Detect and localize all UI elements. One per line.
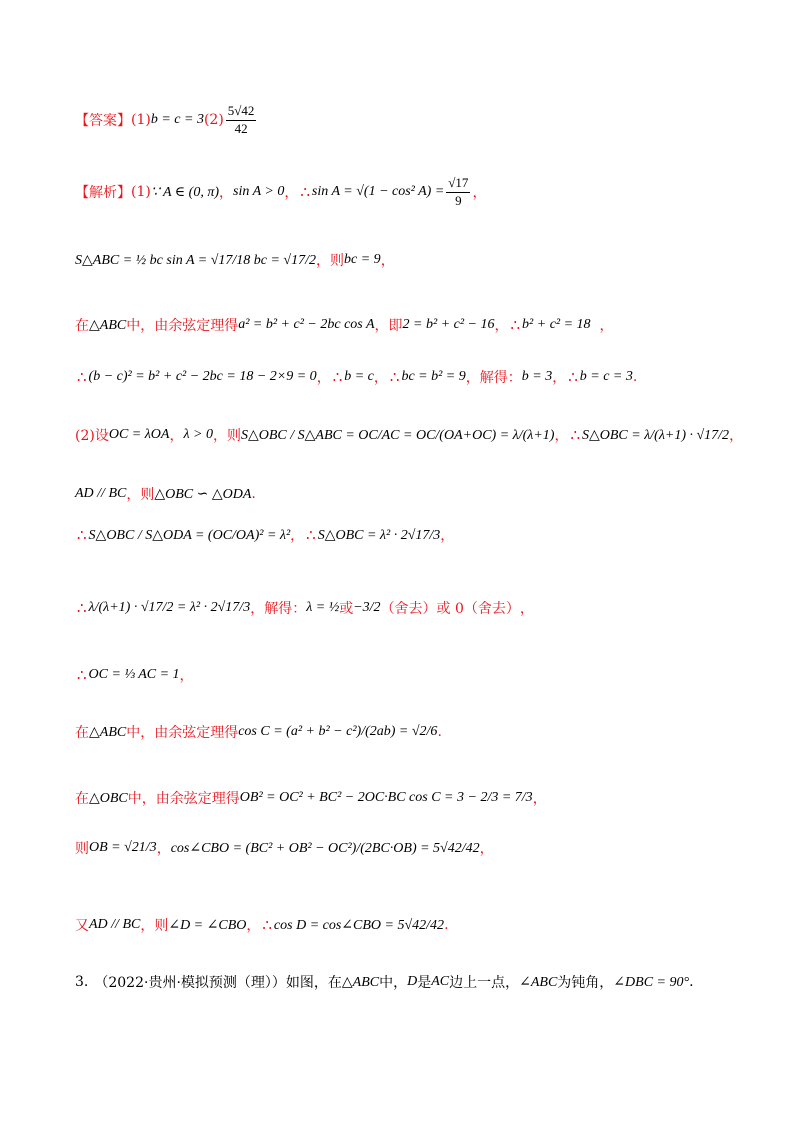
- then-text-1: 则: [330, 253, 345, 269]
- analysis-line-8: ∴ λ/(λ+1) · √17/2 = λ² · 2√17/3 ， 解得： λ = ½ 或 −3/2 （舍去）或 0（舍去） ，: [77, 599, 534, 617]
- b-equals-3: b = 3: [521, 369, 553, 384]
- lambda-half: λ = ½: [306, 600, 340, 615]
- lambda-positive: λ > 0: [183, 427, 213, 442]
- analysis-line-10: 在 △ABC 中，由余弦定理得 cos C = (a² + b² − c²)/(2ab) = √2/6 .: [75, 724, 442, 741]
- cosine-law-text-3: 中，由余弦定理得: [127, 791, 240, 807]
- ad-parallel-bc-2: AD // BC: [89, 917, 141, 932]
- sin-a-positive: sin A > 0: [233, 184, 285, 199]
- question-3-source: （2022·贵州·模拟预测（理））如图，在: [94, 975, 342, 991]
- solve-text-2: 解得：: [264, 601, 307, 617]
- lambda-equation: λ/(λ+1) · √17/2 = λ² · 2√17/3: [88, 600, 251, 615]
- ad-parallel-bc: AD // BC: [75, 486, 127, 501]
- analysis-line-13: 又 AD // BC ， 则 ∠D = ∠CBO ， ∴ cos D = cos∠CBO = 5√42/42 .: [75, 916, 449, 934]
- then-text-2: 则: [226, 428, 241, 444]
- analysis-line-1: 【解析】 (1) ∵ A ∈ (0, π) ， sin A > 0 ， ∴ sin A = √(1 − cos² A) = $\frac{√17}{9}$ ，: [75, 174, 487, 208]
- you-text: 又: [75, 918, 89, 934]
- or-text-1: 或: [339, 601, 354, 617]
- ji-text: 即: [388, 318, 403, 334]
- in-text-3: 在: [75, 791, 89, 807]
- analysis-line-6: AD // BC ， 则 △OBC ∽ △ODA .: [75, 486, 256, 503]
- cos-d-formula: cos D = cos∠CBO = 5√42/42: [273, 917, 445, 933]
- b2-c2-18: b² + c² = 18: [522, 317, 591, 332]
- similar-triangles: △OBC ∽ △ODA: [154, 486, 252, 502]
- question-3-text-4: 为钝角，: [557, 975, 614, 991]
- triangle-abc-2: △ABC: [89, 724, 127, 740]
- sin-a-frac-num: √17: [446, 176, 470, 193]
- angle-d-cbo: ∠D = ∠CBO: [168, 917, 247, 933]
- cosine-law-text-1: 中，由余弦定理得: [126, 318, 239, 334]
- oc-lambda-oa: OC = λOA: [108, 427, 170, 442]
- solve-text-1: 解得：: [479, 370, 522, 386]
- question-3-text-2: 是: [417, 975, 432, 991]
- cos-c-formula: cos C = (a² + b² − c²)/(2ab) = √2/6: [238, 724, 438, 739]
- cond-a-range: ∵ A ∈ (0, π): [150, 184, 219, 200]
- analysis-label: 【解析】: [75, 185, 131, 201]
- question-3-angle-dbc: ∠DBC = 90°: [613, 974, 690, 990]
- area-ratio-formula: S△OBC / S△ABC = OC/AC = OC/(OA+OC) = λ/(λ+1): [240, 427, 555, 443]
- triangle-abc-1: △ABC: [89, 317, 127, 333]
- ob-square-formula: OB² = OC² + BC² − 2OC·BC cos C = 3 − 2/3 = 7/3: [239, 790, 533, 805]
- analysis-line-9: ∴ OC = ⅓ AC = 1 ，: [77, 666, 194, 684]
- analysis-line-12: 则 OB = √21/3 ， cos∠CBO = (BC² + OB² − OC²)/(2BC·OB) = 5√42/42 ，: [75, 840, 494, 857]
- bc-b2-9: bc = b² = 9: [401, 369, 466, 384]
- cosine-law-text-2: 中，由余弦定理得: [126, 725, 239, 741]
- question-3-point-d: D: [407, 974, 418, 989]
- question-3-text-3: 边上一点，: [449, 975, 520, 991]
- analysis-line-2: S△ABC = ½ bc sin A = √17/18 bc = √17/2 ， 则 bc = 9 ，: [75, 252, 395, 269]
- eq-16: 2 = b² + c² − 16: [402, 317, 495, 332]
- b-equals-c: b = c: [344, 369, 374, 384]
- analysis-line-7: ∴ S△OBC / S△ODA = (OC/OA)² = λ² ， ∴ S△OBC = λ² · 2√17/3 ，: [77, 526, 455, 544]
- b-minus-c-square: (b − c)² = b² + c² − 2bc = 18 − 2×9 = 0: [88, 369, 317, 384]
- question-3-angle-abc: ∠ABC: [519, 974, 558, 990]
- then-text-4: 则: [75, 841, 89, 857]
- answer-part2-fraction: [226, 104, 257, 137]
- bc-value: bc = 9: [344, 252, 381, 267]
- lambda-neg: −3/2: [353, 600, 381, 615]
- b-c-3-final: b = c = 3: [579, 369, 633, 384]
- answer-part2-prefix: (2): [203, 112, 224, 128]
- part2-prefix: (2)设: [75, 428, 109, 444]
- triangle-obc: △OBC: [89, 790, 128, 806]
- area-obc-formula-2: S△OBC = λ² · 2√17/3: [317, 527, 441, 543]
- analysis-line-5: (2)设 OC = λOA ， λ > 0 ， 则 S△OBC / S△ABC = OC/AC = OC/(OA+OC) = λ/(λ+1) ， ∴ S△OBC = λ/(λ+1) · √17/2 ，: [75, 426, 744, 444]
- answer-frac-num: 5√42: [226, 104, 257, 121]
- analysis-line-11: 在 △OBC 中，由余弦定理得 OB² = OC² + BC² − 2OC·BC cos C = 3 − 2/3 = 7/3 ，: [75, 790, 547, 807]
- ob-value: OB = √21/3: [89, 840, 157, 855]
- sin-a-formula: sin A = √(1 − cos² A) =: [311, 184, 445, 199]
- area-obc-formula-1: S△OBC = λ/(λ+1) · √17/2: [581, 427, 730, 443]
- question-3-number: 3.: [75, 974, 89, 990]
- question-3-line: [75, 970, 694, 994]
- answer-line: [75, 100, 258, 140]
- question-3-end: .: [689, 974, 694, 990]
- discard-text: （舍去）或 0（舍去）: [380, 601, 520, 617]
- question-3-triangle: △ABC: [341, 974, 380, 990]
- question-3-side-ac: AC: [431, 974, 450, 989]
- then-text-5: 则: [154, 918, 169, 934]
- in-text-2: 在: [75, 725, 89, 741]
- answer-frac-den: 42: [234, 120, 248, 136]
- then-text-3: 则: [140, 487, 155, 503]
- analysis-line-4: ∴ (b − c)² = b² + c² − 2bc = 18 − 2×9 = 0 ， ∴ b = c ， ∴ bc = b² = 9 ， 解得： b = 3 ， ∴ b = c = 3 .: [77, 368, 638, 386]
- answer-part1-formula: b = c = 3: [150, 112, 204, 127]
- cosine-law-formula: a² = b² + c² − 2bc cos A: [238, 317, 375, 332]
- question-3-text-1: 中，: [379, 975, 408, 991]
- in-text-1: 在: [75, 318, 89, 334]
- cos-cbo-formula: cos∠CBO = (BC² + OB² − OC²)/(2BC·OB) = 5√42/42: [170, 840, 480, 856]
- area-abc-formula: S△ABC = ½ bc sin A = √17/18 bc = √17/2: [75, 252, 317, 268]
- answer-part1-prefix: (1): [131, 112, 151, 128]
- analysis-line-3: 在 △ABC 中，由余弦定理得 a² = b² + c² − 2bc cos A ， 即 2 = b² + c² − 16 ， ∴ b² + c² = 18 ，: [75, 316, 614, 334]
- answer-label: 【答案】: [75, 113, 131, 129]
- analysis-part1-prefix: (1): [131, 184, 151, 200]
- sin-a-frac-den: 9: [455, 192, 462, 208]
- oc-value: OC = ⅓ AC = 1: [88, 667, 180, 682]
- area-ratio-square: S△OBC / S△ODA = (OC/OA)² = λ²: [88, 527, 291, 543]
- sin-a-fraction: [446, 176, 470, 209]
